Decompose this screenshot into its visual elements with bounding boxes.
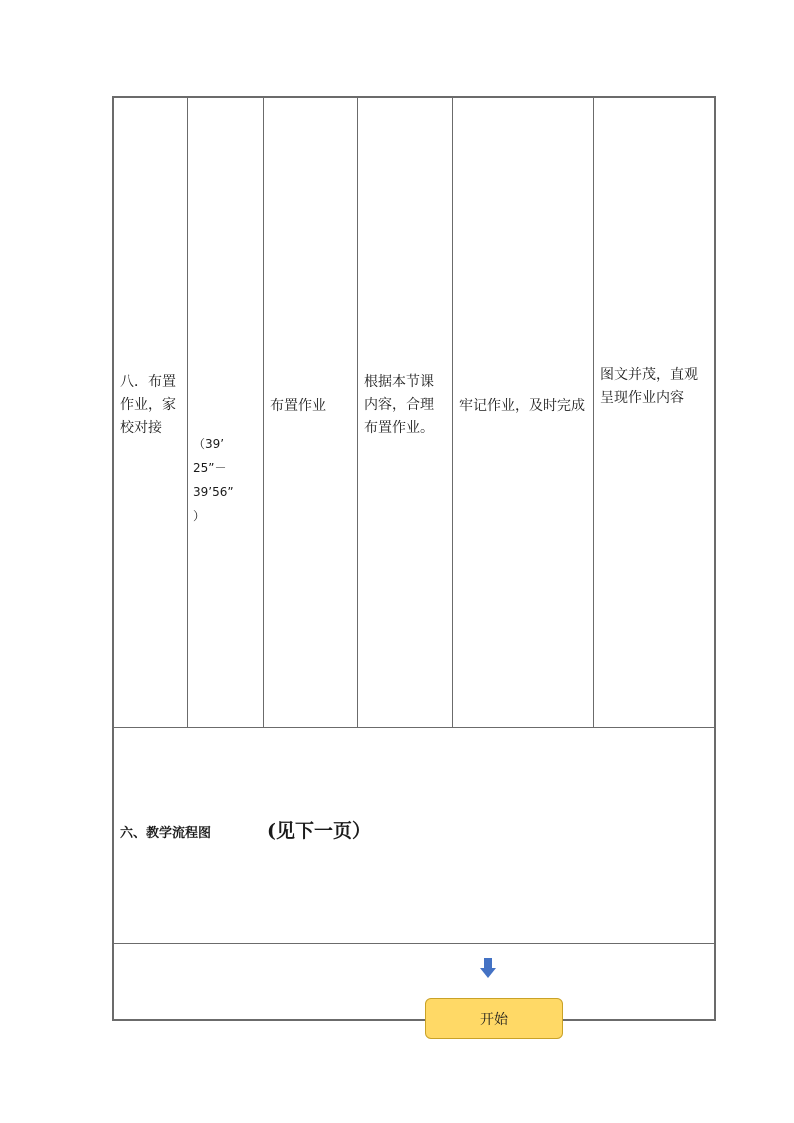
stage-cell [120, 371, 184, 440]
time-cell [193, 432, 261, 528]
column-divider-3 [357, 97, 358, 728]
flowchart-start-node [425, 998, 563, 1039]
column-divider-1 [187, 97, 188, 728]
time-line: （39’ [193, 437, 225, 451]
time-line: ） [193, 509, 206, 523]
down-arrow-icon [480, 958, 496, 978]
column-divider-4 [452, 97, 453, 728]
intent-line: 内容，合理 [364, 397, 434, 413]
column-divider-5 [593, 97, 594, 728]
see-next-page-note: (见下一页） [267, 820, 371, 842]
stage-line: 作业，家 [120, 397, 176, 413]
stage-line: 校对接 [120, 420, 162, 436]
time-line: 39’56” [193, 485, 234, 499]
intent-line: 根据本节课 [364, 374, 434, 390]
table-bottom-border [112, 1019, 716, 1021]
activity-cell: 布置作业 [270, 398, 326, 414]
time-line: 25”－ [193, 461, 227, 475]
table-right-border [714, 96, 716, 1021]
row-divider-1 [112, 727, 716, 728]
column-divider-2 [263, 97, 264, 728]
media-cell [600, 364, 712, 410]
table-left-border [112, 96, 114, 1021]
media-line: 图文并茂，直观 [600, 367, 698, 383]
row-divider-2 [112, 943, 716, 944]
intent-line: 布置作业。 [364, 420, 434, 436]
start-label: 开始 [480, 1011, 508, 1028]
stage-line: 八．布置 [120, 374, 176, 390]
table-top-border [112, 96, 716, 98]
section-heading: 六、教学流程图 [120, 826, 212, 841]
intent-cell [364, 371, 450, 440]
student-activity-cell: 牢记作业，及时完成 [459, 398, 585, 414]
media-line: 呈现作业内容 [600, 390, 684, 406]
